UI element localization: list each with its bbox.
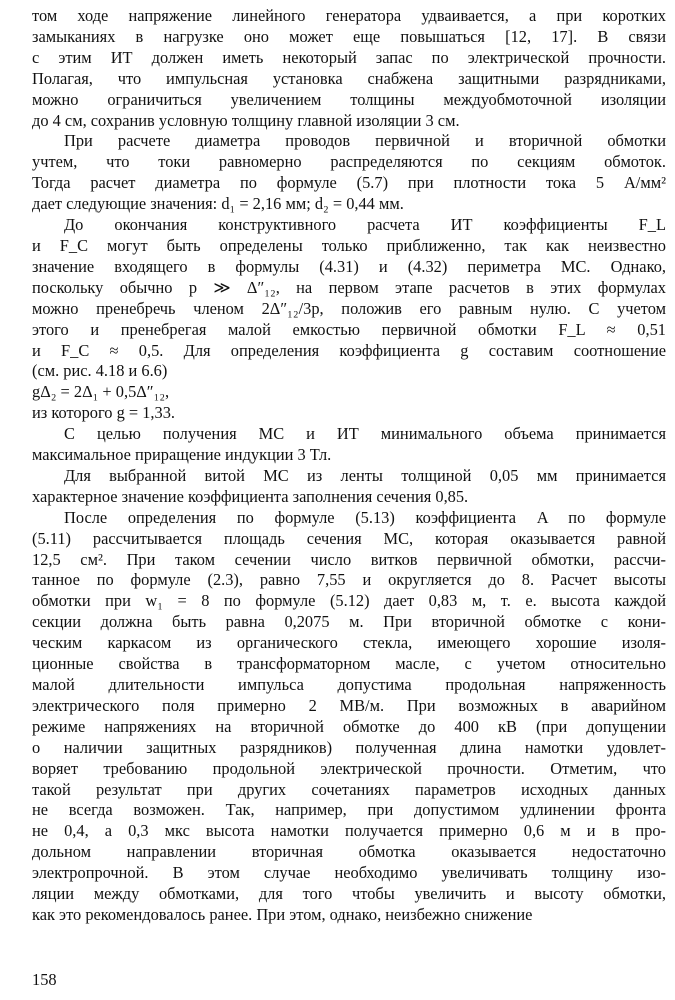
- text-line: о наличии защитных разрядников) полученная длина намотки удовлет-: [32, 737, 666, 757]
- paragraph: [32, 131, 666, 215]
- text-line: воряет требованию продольной электрической прочности. Отметим, что: [32, 758, 666, 778]
- text-line: как это рекомендовалось ранее. При этом, однако, неизбежно снижение: [32, 904, 533, 924]
- text-line: режиме напряжениях на вторичной обмотке до 400 кВ (при допущении: [32, 716, 666, 736]
- text-line: такой результат при других сочетаниях параметров исходных данных: [32, 779, 666, 799]
- text-line: можно ограничиться увеличением толщины междуобмоточной изоляции: [32, 89, 666, 109]
- paragraph: [32, 508, 666, 926]
- text-line: Для выбранной витой МС из ленты толщиной 0,05 мм принимается: [64, 465, 666, 485]
- text-line: ляции между обмотками, для того чтобы увеличить и высоту обмотки,: [32, 884, 666, 904]
- text-line: характерное значение коэффициента заполнения сечения 0,85.: [32, 486, 469, 506]
- text-line: малой длительности импульса допустима продольная напряженность: [32, 675, 666, 694]
- text-line: gΔ₂ = 2Δ₁ + 0,5Δ″₁₂,: [32, 382, 170, 402]
- text-line: можно пренебречь членом 2Δ″₁₂/3p, положив его равным нулю. С учетом: [32, 298, 666, 318]
- text-line: электропрочной. В этом случае необходимо увеличивать толщину изо-: [32, 863, 666, 883]
- text-line: До окончания конструктивного расчета ИТ коэффициенты F_L: [64, 215, 666, 235]
- paragraph: [32, 403, 666, 424]
- page-number: 158: [32, 970, 57, 989]
- text-line: При расчете диаметра проводов первичной и вторичной обмотки: [64, 131, 666, 151]
- text-line: (см. рис. 4.18 и 6.6): [32, 361, 168, 381]
- text-line: дольном направлении вторичная обмотка оказывается недостаточно: [32, 842, 666, 862]
- text-line: с этим ИТ должен иметь некоторый запас по электрической прочности.: [32, 47, 666, 67]
- paragraph: [32, 466, 666, 508]
- paragraph: [32, 424, 666, 466]
- text-line: обмотки при w₁ = 8 по формуле (5.12) дает 0,83 м, т. е. высота каждой: [32, 591, 666, 611]
- text-line: до 4 см, сохранив условную толщину главной изоляции 3 см.: [32, 110, 460, 130]
- text-line: максимальное приращение индукции 3 Тл.: [32, 445, 332, 465]
- text-line: замыканиях в нагрузке оно может еще повышаться [12, 17]. В связи: [32, 26, 666, 46]
- text-line: 12,5 см². При таком сечении число витков первичной обмотки, рассчи-: [32, 549, 666, 569]
- paragraph: [32, 6, 666, 131]
- text-line: секции должна быть равна 0,2075 м. При вторичной обмотке с кони-: [32, 612, 666, 632]
- text-line: этого и пренебрегая малой емкостью первичной обмотки F_L ≈ 0,51: [32, 319, 666, 339]
- text-line: не 0,4, а 0,3 мкс высота намотки получается примерно 0,6 м и в про-: [32, 821, 666, 841]
- formula: [32, 382, 666, 403]
- text-line: ционные свойства в трансформаторном масле, с учетом относительно: [32, 654, 666, 674]
- text-line: учтем, что токи равномерно распределяются по секциям обмоток.: [32, 152, 666, 172]
- text-line: и F_C ≈ 0,5. Для определения коэффициента g составим соотношение: [32, 340, 666, 360]
- text-line: танное по формуле (2.3), равно 7,55 и округляется до 8. Расчет высоты: [32, 570, 666, 590]
- text-line: (5.11) рассчитывается площадь сечения МС, которая оказывается равной: [32, 528, 666, 548]
- page-body: [32, 6, 666, 926]
- text-line: электрического поля примерно 2 МВ/м. При возможных в аварийном: [32, 695, 666, 715]
- text-line: После определения по формуле (5.13) коэффициента A по формуле: [64, 507, 666, 527]
- text-line: С целью получения МС и ИТ минимального объема принимается: [64, 424, 666, 444]
- text-line: не всегда возможен. Так, например, при допустимом удлинении фронта: [32, 800, 666, 820]
- paragraph: [32, 215, 666, 382]
- text-line: значение входящего в формулы (4.31) и (4.32) периметра МС. Однако,: [32, 256, 666, 276]
- text-line: ческим каркасом из органического стекла, имеющего хорошие изоля-: [32, 633, 666, 653]
- text-line: дает следующие значения: d₁ = 2,16 мм; d₂ = 0,44 мм.: [32, 194, 404, 214]
- text-line: том ходе напряжение линейного генератора удваивается, а при коротких: [32, 6, 666, 25]
- text-line: Полагая, что импульсная установка снабжена защитными разрядниками,: [32, 68, 666, 88]
- text-line: Тогда расчет диаметра по формуле (5.7) при плотности тока 5 А/мм²: [32, 173, 666, 193]
- text-line: из которого g = 1,33.: [32, 403, 176, 423]
- text-line: поскольку обычно p ≫ Δ″₁₂, на первом этапе расчетов в этих формулах: [32, 277, 666, 297]
- text-line: и F_C могут быть определены только приближенно, так как неизвестно: [32, 235, 666, 255]
